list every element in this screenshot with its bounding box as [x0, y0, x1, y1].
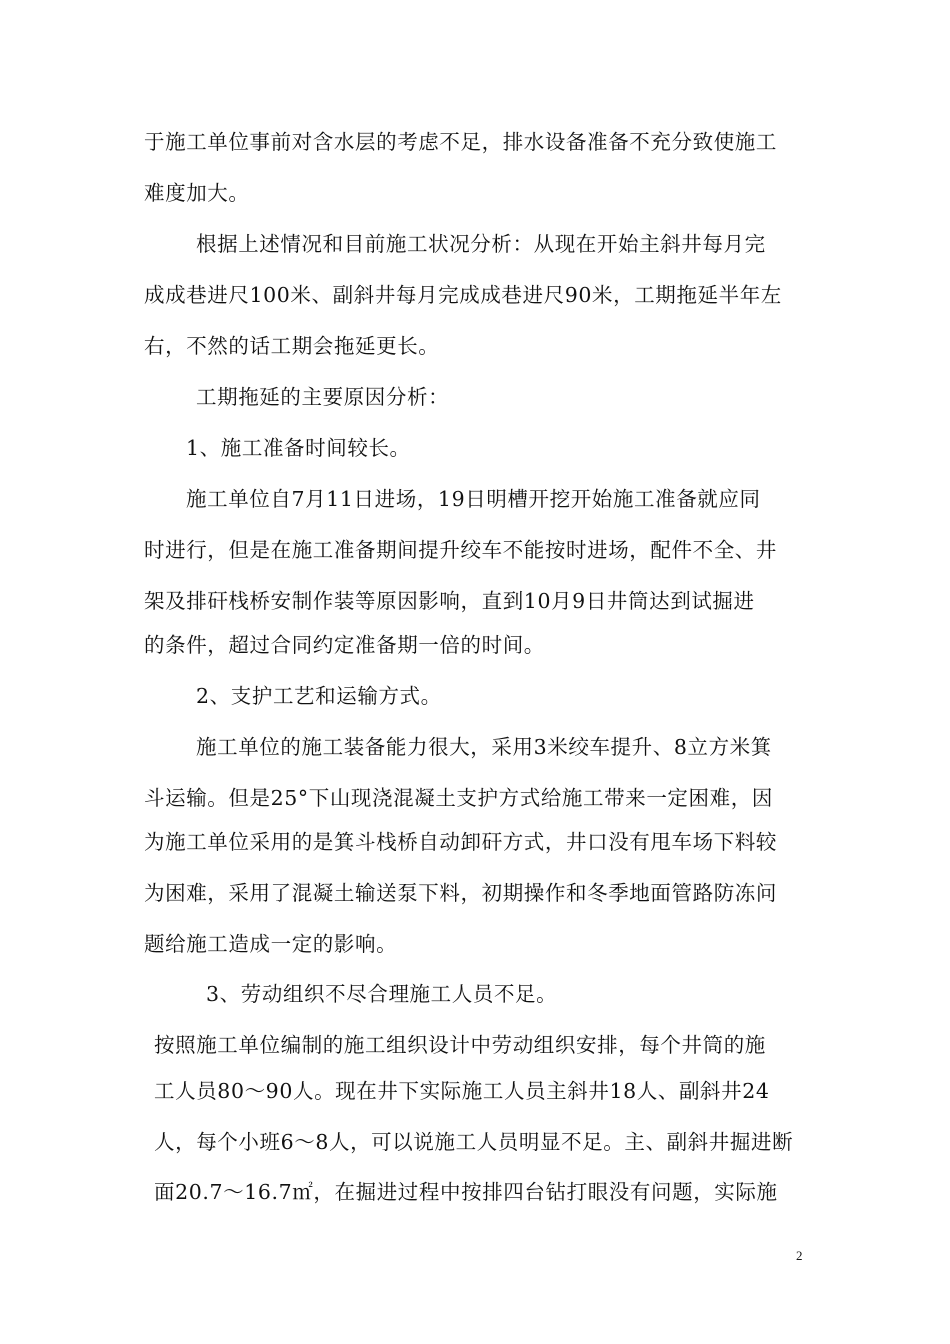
- section-heading: 3、劳动组织不尽合理施工人员不足。: [206, 982, 558, 1006]
- text-line: 为困难，采用了混凝土输送泵下料，初期操作和冬季地面管路防冻问: [144, 881, 777, 905]
- text-line: 于施工单位事前对含水层的考虑不足，排水设备准备不充分致使施工: [144, 130, 777, 154]
- text-line: 工期拖延的主要原因分析：: [196, 385, 450, 409]
- text-line: 为施工单位采用的是箕斗栈桥自动卸矸方式，井口没有甩车场下料较: [144, 830, 777, 854]
- section-heading: 2、支护工艺和运输方式。: [196, 684, 442, 708]
- text-line: 的条件，超过合同约定准备期一倍的时间。: [144, 633, 545, 657]
- text-line: 题给施工造成一定的影响。: [144, 932, 398, 956]
- text-line: 施工单位的施工装备能力很大，采用3米绞车提升、8立方米箕: [196, 735, 772, 759]
- text-line: 成成巷进尺100米、副斜井每月完成成巷进尺90米，工期拖延半年左: [144, 283, 782, 307]
- text-line: 难度加大。: [144, 181, 250, 205]
- section-heading: 1、施工准备时间较长。: [186, 436, 411, 460]
- text-line: 时进行，但是在施工准备期间提升绞车不能按时进场，配件不全、井: [144, 538, 777, 562]
- text-line: 右，不然的话工期会拖延更长。: [144, 334, 440, 358]
- text-line: 斗运输。但是25°下山现浇混凝土支护方式给施工带来一定困难，因: [144, 786, 773, 810]
- text-line: 按照施工单位编制的施工组织设计中劳动组织安排，每个井筒的施: [154, 1033, 766, 1057]
- text-line: 架及排矸栈桥安制作装等原因影响，直到10月9日井筒达到试掘进: [144, 589, 755, 613]
- text-line: 工人员80～90人。现在井下实际施工人员主斜井18人、副斜井24: [154, 1079, 770, 1103]
- text-line: 施工单位自7月11日进场，19日明槽开挖开始施工准备就应同: [186, 487, 761, 511]
- text-line: 根据上述情况和目前施工状况分析：从现在开始主斜井每月完: [196, 232, 766, 256]
- text-line: 人，每个小班6～8人，可以说施工人员明显不足。主、副斜井掘进断: [154, 1130, 794, 1154]
- text-line: 面20.7～16.7㎡，在掘进过程中按排四台钻打眼没有问题，实际施: [154, 1180, 778, 1204]
- page-number: 2: [796, 1248, 803, 1263]
